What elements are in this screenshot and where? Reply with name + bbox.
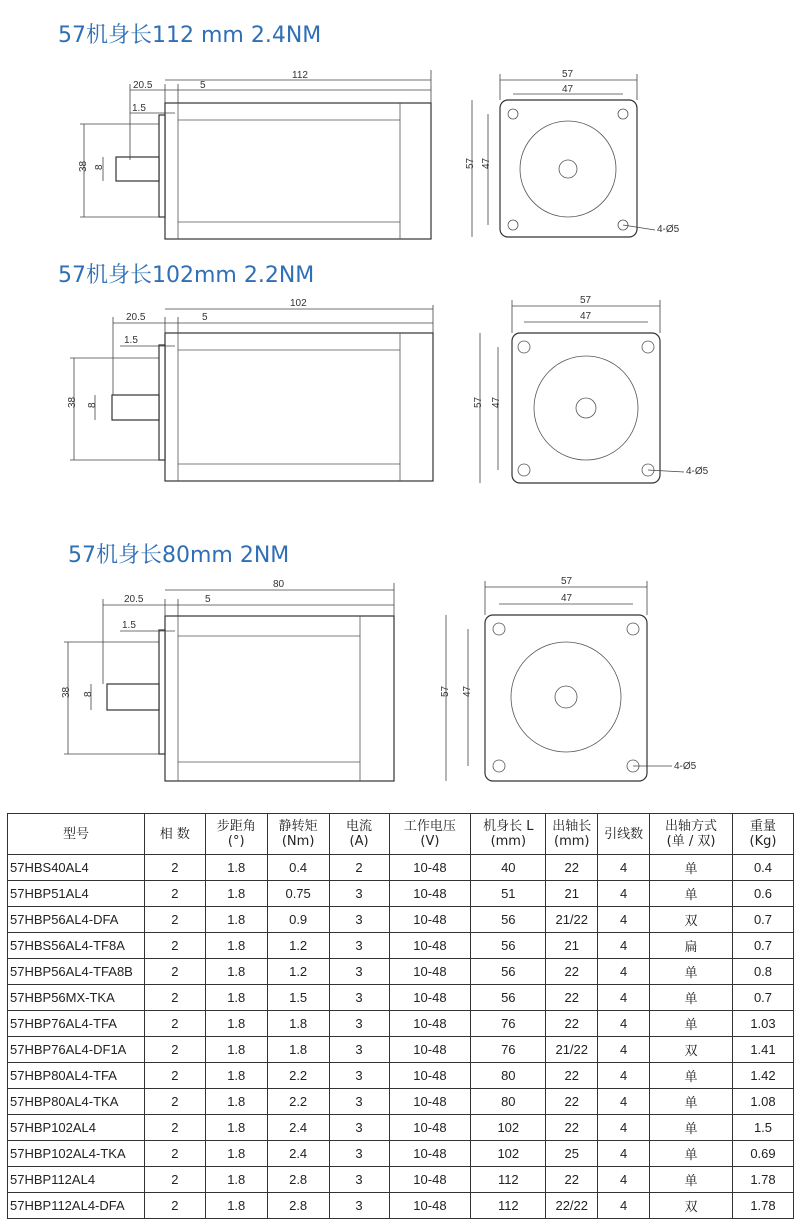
table-row bbox=[8, 1115, 794, 1141]
table-cell: 单 bbox=[650, 1141, 733, 1167]
table-cell: 1.8 bbox=[205, 1063, 267, 1089]
dim-outer-v: 57 bbox=[440, 685, 451, 697]
dim-inner: 47 bbox=[561, 593, 573, 604]
table-cell: 57HBP102AL4-TKA bbox=[8, 1141, 145, 1167]
table-cell: 1.8 bbox=[205, 1167, 267, 1193]
table-cell: 57HBP76AL4-DF1A bbox=[8, 1037, 145, 1063]
table-cell: 10-48 bbox=[389, 959, 471, 985]
column-header: 引线数 bbox=[598, 814, 650, 855]
table-cell: 56 bbox=[471, 985, 546, 1011]
table-cell: 10-48 bbox=[389, 1115, 471, 1141]
table-cell: 56 bbox=[471, 959, 546, 985]
table-cell: 21 bbox=[546, 881, 598, 907]
table-cell: 0.9 bbox=[267, 907, 329, 933]
table-cell: 双 bbox=[650, 1193, 733, 1219]
table-cell: 1.42 bbox=[732, 1063, 793, 1089]
column-header: 静转矩 (Nm) bbox=[267, 814, 329, 855]
table-cell: 10-48 bbox=[389, 907, 471, 933]
table-cell: 80 bbox=[471, 1063, 546, 1089]
table-cell: 22 bbox=[546, 1089, 598, 1115]
table-cell: 单 bbox=[650, 1063, 733, 1089]
table-cell: 1.8 bbox=[267, 1037, 329, 1063]
table-row bbox=[8, 933, 794, 959]
table-cell: 76 bbox=[471, 1011, 546, 1037]
column-header: 出轴长 (mm) bbox=[546, 814, 598, 855]
table-cell: 3 bbox=[329, 907, 389, 933]
table-cell: 102 bbox=[471, 1115, 546, 1141]
table-cell: 56 bbox=[471, 933, 546, 959]
table-cell: 22 bbox=[546, 855, 598, 881]
table-cell: 0.6 bbox=[732, 881, 793, 907]
dim-shaft: 20.5 bbox=[124, 594, 144, 605]
section-title-80: 57机身长80mm 2NM bbox=[68, 543, 290, 568]
table-cell: 4 bbox=[598, 1115, 650, 1141]
table-cell: 10-48 bbox=[389, 855, 471, 881]
table-cell: 1.8 bbox=[205, 1037, 267, 1063]
dim-shaft: 20.5 bbox=[126, 312, 146, 323]
table-cell: 扁 bbox=[650, 933, 733, 959]
table-cell: 2.2 bbox=[267, 1063, 329, 1089]
table-cell: 单 bbox=[650, 985, 733, 1011]
table-row bbox=[8, 1063, 794, 1089]
table-row bbox=[8, 1141, 794, 1167]
table-cell: 双 bbox=[650, 907, 733, 933]
table-cell: 0.69 bbox=[732, 1141, 793, 1167]
table-row bbox=[8, 985, 794, 1011]
table-cell: 2 bbox=[144, 1167, 205, 1193]
table-cell: 25 bbox=[546, 1141, 598, 1167]
table-cell: 1.8 bbox=[205, 907, 267, 933]
table-cell: 10-48 bbox=[389, 1141, 471, 1167]
table-cell: 1.8 bbox=[205, 1089, 267, 1115]
table-cell: 3 bbox=[329, 959, 389, 985]
column-header: 工作电压 (V) bbox=[389, 814, 471, 855]
table-cell: 0.4 bbox=[732, 855, 793, 881]
table-cell: 3 bbox=[329, 1141, 389, 1167]
dim-boss: 5 bbox=[202, 312, 208, 323]
table-row bbox=[8, 855, 794, 881]
dim-flange: 1.5 bbox=[132, 103, 146, 114]
table-row bbox=[8, 959, 794, 985]
table-cell: 3 bbox=[329, 1063, 389, 1089]
dim-outer: 57 bbox=[580, 295, 592, 306]
table-cell: 4 bbox=[598, 1037, 650, 1063]
dim-boss: 5 bbox=[205, 594, 211, 605]
dim-flange: 1.5 bbox=[122, 620, 136, 631]
table-row bbox=[8, 1167, 794, 1193]
table-cell: 0.7 bbox=[732, 907, 793, 933]
table-cell: 2 bbox=[144, 1063, 205, 1089]
table-cell: 57HBP80AL4-TFA bbox=[8, 1063, 145, 1089]
table-cell: 2 bbox=[144, 1011, 205, 1037]
dim-holes: 4-Ø5 bbox=[657, 224, 680, 235]
table-cell: 1.03 bbox=[732, 1011, 793, 1037]
table-cell: 2.8 bbox=[267, 1193, 329, 1219]
table-cell: 单 bbox=[650, 1011, 733, 1037]
table-cell: 3 bbox=[329, 1167, 389, 1193]
table-cell: 3 bbox=[329, 881, 389, 907]
table-cell: 2 bbox=[144, 1115, 205, 1141]
table-cell: 4 bbox=[598, 1167, 650, 1193]
table-cell: 2 bbox=[144, 985, 205, 1011]
table-cell: 57HBP56MX-TKA bbox=[8, 985, 145, 1011]
table-cell: 2 bbox=[144, 1089, 205, 1115]
table-cell: 57HBP112AL4-DFA bbox=[8, 1193, 145, 1219]
table-cell: 2.8 bbox=[267, 1167, 329, 1193]
table-cell: 2.4 bbox=[267, 1141, 329, 1167]
table-cell: 1.8 bbox=[205, 1011, 267, 1037]
table-cell: 1.8 bbox=[205, 1115, 267, 1141]
table-cell: 22 bbox=[546, 1167, 598, 1193]
table-cell: 57HBP56AL4-TFA8B bbox=[8, 959, 145, 985]
table-cell: 21 bbox=[546, 933, 598, 959]
dim-shaft-dia: 8 bbox=[87, 402, 98, 408]
table-cell: 80 bbox=[471, 1089, 546, 1115]
table-cell: 2 bbox=[144, 959, 205, 985]
table-cell: 57HBS56AL4-TF8A bbox=[8, 933, 145, 959]
table-cell: 112 bbox=[471, 1193, 546, 1219]
column-header: 电流 (A) bbox=[329, 814, 389, 855]
table-cell: 2 bbox=[144, 855, 205, 881]
table-cell: 2 bbox=[144, 881, 205, 907]
table-cell: 22 bbox=[546, 1115, 598, 1141]
table-cell: 21/22 bbox=[546, 1037, 598, 1063]
table-cell: 3 bbox=[329, 1193, 389, 1219]
table-cell: 4 bbox=[598, 1063, 650, 1089]
dim-inner-v: 47 bbox=[481, 157, 492, 169]
table-cell: 1.8 bbox=[205, 855, 267, 881]
table-cell: 0.75 bbox=[267, 881, 329, 907]
table-cell: 1.8 bbox=[267, 1011, 329, 1037]
column-header: 重量 (Kg) bbox=[732, 814, 793, 855]
table-cell: 57HBP80AL4-TKA bbox=[8, 1089, 145, 1115]
spec-table bbox=[7, 813, 794, 1219]
table-cell: 单 bbox=[650, 1089, 733, 1115]
table-cell: 57HBP76AL4-TFA bbox=[8, 1011, 145, 1037]
table-cell: 0.4 bbox=[267, 855, 329, 881]
table-cell: 10-48 bbox=[389, 1011, 471, 1037]
table-cell: 1.8 bbox=[205, 959, 267, 985]
table-cell: 22/22 bbox=[546, 1193, 598, 1219]
table-cell: 单 bbox=[650, 1167, 733, 1193]
table-cell: 1.41 bbox=[732, 1037, 793, 1063]
dim-height: 38 bbox=[67, 396, 78, 408]
table-cell: 56 bbox=[471, 907, 546, 933]
table-cell: 10-48 bbox=[389, 1063, 471, 1089]
section-title-112: 57机身长112 mm 2.4NM bbox=[58, 23, 322, 48]
table-cell: 40 bbox=[471, 855, 546, 881]
dim-shaft-dia: 8 bbox=[83, 691, 94, 697]
table-cell: 4 bbox=[598, 959, 650, 985]
dim-outer: 57 bbox=[561, 576, 573, 587]
dim-length: 102 bbox=[290, 298, 307, 309]
table-cell: 2 bbox=[144, 1037, 205, 1063]
table-cell: 4 bbox=[598, 933, 650, 959]
table-cell: 4 bbox=[598, 1141, 650, 1167]
spec-table-header bbox=[8, 814, 794, 855]
table-cell: 22 bbox=[546, 959, 598, 985]
table-cell: 2 bbox=[144, 907, 205, 933]
table-cell: 22 bbox=[546, 985, 598, 1011]
table-cell: 3 bbox=[329, 933, 389, 959]
table-cell: 4 bbox=[598, 1089, 650, 1115]
table-cell: 57HBP56AL4-DFA bbox=[8, 907, 145, 933]
table-row bbox=[8, 881, 794, 907]
table-cell: 22 bbox=[546, 1011, 598, 1037]
table-row bbox=[8, 907, 794, 933]
dim-inner-v: 47 bbox=[491, 396, 502, 408]
table-cell: 2 bbox=[144, 1141, 205, 1167]
table-cell: 4 bbox=[598, 881, 650, 907]
table-cell: 10-48 bbox=[389, 1193, 471, 1219]
table-cell: 10-48 bbox=[389, 1167, 471, 1193]
table-cell: 76 bbox=[471, 1037, 546, 1063]
table-cell: 1.8 bbox=[205, 1193, 267, 1219]
table-cell: 单 bbox=[650, 1115, 733, 1141]
table-cell: 1.08 bbox=[732, 1089, 793, 1115]
spec-table-body bbox=[8, 855, 794, 1219]
column-header: 出轴方式 (单 / 双) bbox=[650, 814, 733, 855]
table-cell: 1.8 bbox=[205, 881, 267, 907]
table-cell: 2 bbox=[144, 933, 205, 959]
table-cell: 57HBP102AL4 bbox=[8, 1115, 145, 1141]
dim-shaft-dia: 8 bbox=[94, 164, 105, 170]
table-cell: 21/22 bbox=[546, 907, 598, 933]
table-cell: 10-48 bbox=[389, 881, 471, 907]
table-cell: 57HBS40AL4 bbox=[8, 855, 145, 881]
table-cell: 3 bbox=[329, 1089, 389, 1115]
table-cell: 0.7 bbox=[732, 985, 793, 1011]
table-cell: 1.8 bbox=[205, 985, 267, 1011]
table-cell: 22 bbox=[546, 1063, 598, 1089]
dim-boss: 5 bbox=[200, 80, 206, 91]
table-cell: 3 bbox=[329, 1011, 389, 1037]
table-cell: 3 bbox=[329, 985, 389, 1011]
table-cell: 4 bbox=[598, 985, 650, 1011]
table-cell: 1.5 bbox=[267, 985, 329, 1011]
table-cell: 51 bbox=[471, 881, 546, 907]
dim-length: 80 bbox=[273, 579, 285, 590]
section-title-102: 57机身长102mm 2.2NM bbox=[58, 263, 315, 288]
dim-holes: 4-Ø5 bbox=[674, 761, 697, 772]
table-cell: 单 bbox=[650, 959, 733, 985]
table-cell: 1.2 bbox=[267, 933, 329, 959]
column-header: 型号 bbox=[8, 814, 145, 855]
table-cell: 4 bbox=[598, 1011, 650, 1037]
table-cell: 1.78 bbox=[732, 1167, 793, 1193]
table-cell: 10-48 bbox=[389, 1089, 471, 1115]
table-cell: 1.8 bbox=[205, 1141, 267, 1167]
table-cell: 2.4 bbox=[267, 1115, 329, 1141]
table-cell: 1.5 bbox=[732, 1115, 793, 1141]
header-row bbox=[8, 814, 794, 855]
table-cell: 102 bbox=[471, 1141, 546, 1167]
column-header: 机身长 L (mm) bbox=[471, 814, 546, 855]
column-header: 步距角 (°) bbox=[205, 814, 267, 855]
table-cell: 1.8 bbox=[205, 933, 267, 959]
table-cell: 单 bbox=[650, 881, 733, 907]
table-row bbox=[8, 1089, 794, 1115]
table-cell: 10-48 bbox=[389, 1037, 471, 1063]
table-cell: 4 bbox=[598, 855, 650, 881]
table-cell: 单 bbox=[650, 855, 733, 881]
table-cell: 2 bbox=[144, 1193, 205, 1219]
column-header: 相 数 bbox=[144, 814, 205, 855]
dim-holes: 4-Ø5 bbox=[686, 466, 709, 477]
dim-shaft: 20.5 bbox=[133, 80, 153, 91]
table-cell: 0.7 bbox=[732, 933, 793, 959]
table-row bbox=[8, 1037, 794, 1063]
dim-outer-v: 57 bbox=[473, 396, 484, 408]
table-cell: 4 bbox=[598, 1193, 650, 1219]
table-cell: 3 bbox=[329, 1115, 389, 1141]
table-cell: 57HBP51AL4 bbox=[8, 881, 145, 907]
dim-inner: 47 bbox=[580, 311, 592, 322]
dim-height: 38 bbox=[78, 160, 89, 172]
dim-height: 38 bbox=[61, 686, 72, 698]
table-row bbox=[8, 1011, 794, 1037]
dim-length: 112 bbox=[292, 70, 308, 81]
dim-flange: 1.5 bbox=[124, 335, 138, 346]
dim-outer-v: 57 bbox=[465, 157, 476, 169]
table-cell: 57HBP112AL4 bbox=[8, 1167, 145, 1193]
table-cell: 112 bbox=[471, 1167, 546, 1193]
dim-inner: 47 bbox=[562, 84, 574, 95]
dim-inner-v: 47 bbox=[462, 685, 473, 697]
table-cell: 2 bbox=[329, 855, 389, 881]
table-cell: 4 bbox=[598, 907, 650, 933]
table-cell: 3 bbox=[329, 1037, 389, 1063]
table-cell: 1.78 bbox=[732, 1193, 793, 1219]
table-cell: 2.2 bbox=[267, 1089, 329, 1115]
table-cell: 10-48 bbox=[389, 933, 471, 959]
table-cell: 0.8 bbox=[732, 959, 793, 985]
dim-outer: 57 bbox=[562, 69, 574, 80]
table-cell: 10-48 bbox=[389, 985, 471, 1011]
table-cell: 1.2 bbox=[267, 959, 329, 985]
table-row bbox=[8, 1193, 794, 1219]
table-cell: 双 bbox=[650, 1037, 733, 1063]
